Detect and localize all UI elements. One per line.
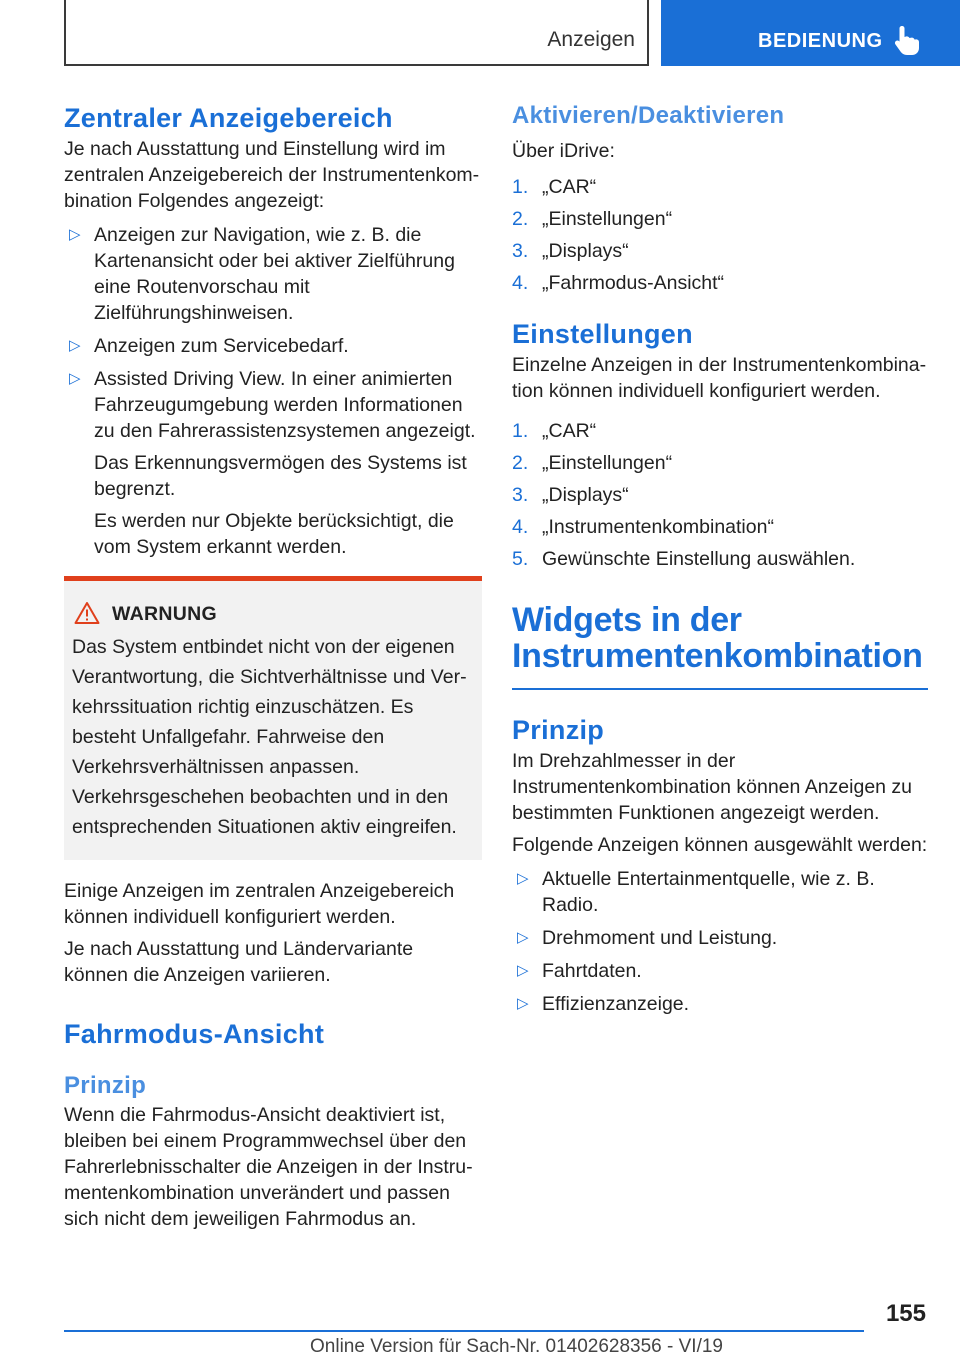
triangle-bullet-icon: ▷ bbox=[69, 370, 81, 387]
activation-steps bbox=[512, 174, 928, 296]
subsection-title-aktivieren: Aktivieren/Deaktivieren bbox=[512, 102, 785, 129]
list-item: ▷ Drehmoment und Leistung. bbox=[517, 927, 778, 949]
list-item: ▷ Anzeigen zur Navigation, wie z. B. die Kartenansicht oder bei aktiver Zielführung eine Routenvorschau mit Zielführungshinweisen. bbox=[69, 224, 455, 324]
display-content-list bbox=[64, 222, 482, 560]
list-item: 1. „CAR“ bbox=[512, 176, 597, 198]
triangle-bullet-icon: ▷ bbox=[69, 337, 81, 354]
list-item: 3. „Displays“ bbox=[512, 240, 629, 262]
chapter-title-rule bbox=[512, 688, 928, 690]
page-number: 155 bbox=[885, 1300, 926, 1327]
settings-steps bbox=[512, 418, 928, 572]
warning-triangle-icon bbox=[74, 601, 100, 625]
subsection-title-prinzip: Prinzip bbox=[64, 1072, 147, 1099]
section-title-fahrmodus-ansicht: Fahrmodus-Ansicht bbox=[64, 1019, 325, 1049]
paragraph-prinzip: Wenn die Fahrmodus-Ansicht deaktiviert ist, bleiben bei einem Programmwechsel über den Fahrerlebnisschalter die Anzeigen in der Instrumentenkombination unverändert und passen sich nicht dem jeweiligen Fahrmodus an. bbox=[64, 1104, 473, 1230]
header-section-title: Anzeigen bbox=[547, 28, 635, 51]
paragraph-prinzip-widgets: Im Drehzahlmesser in der Instrumentenkombination können Anzeigen zu bestimmten Funktionen angezeigt werden. bbox=[512, 750, 913, 824]
triangle-bullet-icon: ▷ bbox=[517, 870, 529, 887]
warning-box bbox=[64, 576, 482, 860]
list-item: 2. „Einstellungen“ bbox=[512, 208, 673, 230]
list-item: 4. „Fahrmodus-Ansicht“ bbox=[512, 272, 725, 294]
chapter-title-widgets: Widgets in der Instrumentenkombination bbox=[512, 601, 923, 675]
section-title-zentraler-anzeigebereich: Zentraler Anzeigebereich bbox=[64, 103, 393, 133]
paragraph-konfiguration: Einige Anzeigen im zentralen Anzeigebereich können individuell konfiguriert werden. bbox=[64, 880, 455, 928]
left-column bbox=[64, 100, 482, 1232]
list-item-note: Das Erkennungsvermögen des Systems ist begrenzt. bbox=[94, 452, 467, 500]
header-chapter-label: BEDIENUNG bbox=[758, 30, 883, 52]
list-item: 2. „Einstellungen“ bbox=[512, 452, 673, 474]
pointing-hand-icon bbox=[893, 24, 921, 56]
list-item: ▷ Assisted Driving View. In einer animierten Fahrzeugumgebung werden Informationen zu den Fahrerassistenzsystemen angezeigt. Das Erkennungsvermögen des Systems ist begrenzt. Es werden nur Objekte berücksichtigt, die vom System erkannt werden. bbox=[64, 366, 482, 560]
list-item: ▷ Aktuelle Entertainmentquelle, wie z. B. Radio. bbox=[517, 868, 875, 916]
list-item: ▷ Fahrtdaten. bbox=[517, 960, 642, 982]
section-title-prinzip: Prinzip bbox=[512, 715, 605, 745]
paragraph-laendervariante: Je nach Ausstattung und Ländervariante können die Anzeigen variieren. bbox=[64, 938, 414, 986]
right-column bbox=[512, 100, 928, 1024]
paragraph-folgende: Folgende Anzeigen können ausgewählt werden: bbox=[512, 834, 928, 856]
list-item-note: Es werden nur Objekte berücksichtigt, die vom System erkannt werden. bbox=[94, 510, 454, 558]
idrive-intro: Über iDrive: bbox=[512, 140, 615, 162]
triangle-bullet-icon: ▷ bbox=[517, 962, 529, 979]
widgets-list bbox=[512, 866, 928, 1017]
einstellungen-intro: Einzelne Anzeigen in der Instrumentenkombination können individuell konfiguriert werden. bbox=[512, 354, 927, 402]
footer-version-text: Online Version für Sach-Nr. 01402628356 - VI/19 bbox=[310, 1336, 723, 1357]
list-item: 1. „CAR“ bbox=[512, 420, 597, 442]
warning-title: WARNUNG bbox=[74, 603, 474, 626]
list-item: 5. Gewünschte Einstellung auswählen. bbox=[512, 548, 856, 570]
triangle-bullet-icon: ▷ bbox=[517, 995, 529, 1012]
triangle-bullet-icon: ▷ bbox=[69, 226, 81, 243]
section-title-einstellungen: Einstellungen bbox=[512, 319, 693, 349]
intro-paragraph: Je nach Ausstattung und Einstellung wird im zentralen Anzeigebereich der Instrumentenkombination Folgendes angezeigt: bbox=[64, 138, 480, 212]
list-item: ▷ Anzeigen zum Servicebedarf. bbox=[69, 335, 349, 357]
footer-rule bbox=[64, 1330, 864, 1332]
list-item: ▷ Effizienzanzeige. bbox=[517, 993, 690, 1015]
list-item: 3. „Displays“ bbox=[512, 484, 629, 506]
triangle-bullet-icon: ▷ bbox=[517, 929, 529, 946]
warning-text: Das System entbindet nicht von der eigenen Verantwortung, die Sichtverhältnisse und Verkehrssituation richtig einzuschätzen. Es besteht Unfallgefahr. Fahrweise den Verkehrsverhältnissen anpassen. Verkehrsgeschehen beobachten und in den entsprechenden Situationen aktiv eingreifen. bbox=[72, 636, 467, 838]
list-item: 4. „Instrumentenkombination“ bbox=[512, 516, 774, 538]
header-section-box bbox=[64, 0, 649, 66]
header-chapter-tab[interactable] bbox=[661, 0, 960, 66]
